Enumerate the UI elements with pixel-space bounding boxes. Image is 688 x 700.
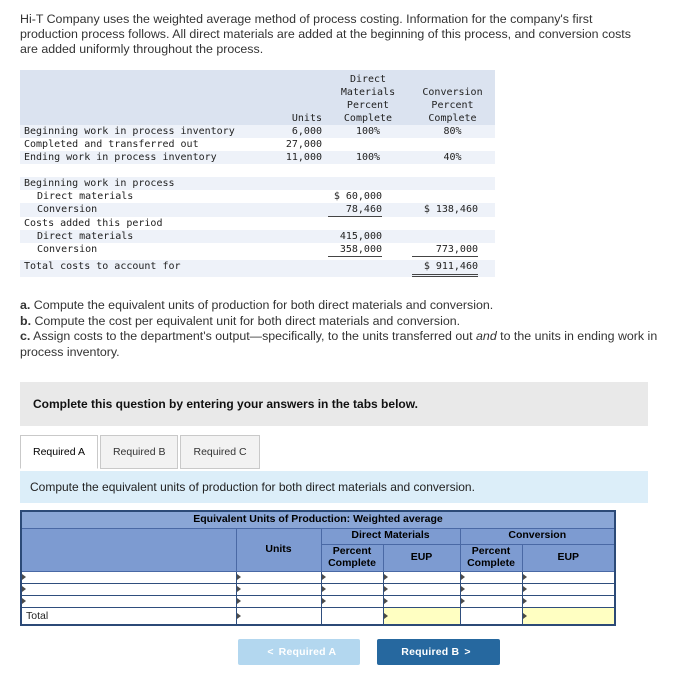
answer-row — [21, 595, 615, 607]
dm-header-line4: Complete — [343, 113, 393, 124]
tab-bar — [20, 435, 668, 469]
cell-marker-icon — [384, 613, 388, 619]
amount-value: 415,000 — [339, 231, 382, 242]
cell-marker-icon — [322, 574, 326, 580]
requirement-c — [20, 329, 660, 360]
dm-eup-input-cell[interactable] — [383, 571, 460, 583]
cell-marker-icon — [22, 586, 26, 592]
amount-value: 358,000 — [328, 243, 382, 257]
cell-marker-icon — [523, 574, 527, 580]
dm-percent-value — [326, 138, 410, 151]
total-amount-value: $ 911,460 — [412, 260, 478, 277]
tab-navigation — [45, 639, 688, 665]
cell-marker-icon — [237, 613, 241, 619]
units-header: Units — [291, 113, 322, 124]
cell-marker-icon — [237, 574, 241, 580]
dm-eup-input-cell[interactable] — [383, 583, 460, 595]
cell-marker-icon — [237, 598, 241, 604]
table-row — [20, 243, 495, 257]
units-value: 6,000 — [291, 126, 322, 137]
header-line — [20, 73, 495, 86]
prev-required-a-button[interactable] — [238, 639, 360, 665]
units-value: 27,000 — [285, 139, 322, 150]
dm-eup-input-cell[interactable] — [383, 595, 460, 607]
cell-marker-icon — [384, 586, 388, 592]
amount-value: 78,460 — [328, 203, 382, 217]
total-dm-eup-cell[interactable] — [383, 607, 460, 625]
answer-row — [21, 571, 615, 583]
cell-marker-icon — [461, 598, 465, 604]
cell-marker-icon — [461, 574, 465, 580]
cell-marker-icon — [322, 598, 326, 604]
requirement-a-text: Compute the equivalent units of production for both direct materials and conversion. — [30, 298, 494, 312]
total-dm-percent-spacer — [321, 607, 383, 625]
units-input-cell[interactable] — [236, 595, 321, 607]
cell-marker-icon — [384, 574, 388, 580]
cell-marker-icon — [523, 598, 527, 604]
cell-marker-icon — [384, 598, 388, 604]
answer-table-title: Equivalent Units of Production: Weighted average — [21, 511, 615, 528]
label-column-header — [21, 528, 236, 571]
cell-marker-icon — [22, 574, 26, 580]
table-row-total — [20, 260, 495, 277]
table-row — [20, 177, 495, 190]
dm-header-line2: Materials — [340, 87, 396, 98]
requirement-c-text-2: to the units in ending work in process inventory. — [20, 329, 658, 359]
total-conv-percent-spacer — [460, 607, 522, 625]
cell-marker-icon — [523, 586, 527, 592]
tab-required-b[interactable]: Required B — [100, 435, 179, 469]
units-value: 11,000 — [285, 152, 322, 163]
process-costing-data-table — [20, 70, 495, 277]
equivalent-units-table — [20, 510, 616, 626]
conv-eup-input-cell[interactable] — [522, 571, 615, 583]
table-row — [20, 125, 495, 138]
requirement-a — [20, 298, 660, 314]
row-label: Completed and transferred out — [24, 139, 199, 150]
table-row — [20, 217, 495, 230]
table-row — [20, 230, 495, 243]
conv-percent-value: 80% — [443, 126, 462, 137]
question-intro: Hi-T Company uses the weighted average method of process costing. Information for the company's first production process follows. All direct materials are added at the beginning of this process, and conversion costs are added uniformly throughout the process. — [20, 12, 631, 56]
requirement-b — [20, 314, 660, 330]
data-table-header — [20, 70, 495, 125]
conversion-group-header: Conversion — [460, 528, 615, 544]
table-row — [20, 203, 495, 217]
row-label-cell[interactable] — [21, 583, 236, 595]
requirement-b-text: Compute the cost per equivalent unit for both direct materials and conversion. — [31, 313, 461, 328]
units-column-header: Units — [236, 528, 321, 571]
header-line — [20, 112, 495, 125]
direct-materials-group-header: Direct Materials — [321, 528, 460, 544]
units-input-cell[interactable] — [236, 571, 321, 583]
dm-eup-header: EUP — [383, 544, 460, 571]
requirement-c-prefix: c. — [20, 329, 31, 343]
next-required-b-button[interactable] — [377, 639, 499, 665]
requirement-c-text-1: Assign costs to the department's output—specifically, to the units transferred out — [30, 329, 477, 343]
dm-percent-value: 100% — [355, 152, 381, 163]
row-label-cell[interactable] — [21, 571, 236, 583]
total-row — [21, 607, 615, 625]
dm-percent-complete-header: Percent Complete — [321, 544, 383, 571]
conv-percent-value: 40% — [443, 152, 462, 163]
table-row — [20, 190, 495, 203]
total-row-label: Total — [21, 607, 236, 625]
next-button-label: Required B — [401, 646, 460, 658]
spacer-row — [20, 164, 495, 177]
dm-percent-input-cell[interactable] — [321, 595, 383, 607]
row-label: Beginning work in process — [24, 178, 175, 189]
total-conv-eup-cell[interactable] — [522, 607, 615, 625]
row-label: Beginning work in process inventory — [24, 126, 235, 137]
requirement-b-prefix: b. — [20, 313, 32, 328]
dm-percent-value: 100% — [355, 126, 381, 137]
row-label: Costs added this period — [24, 218, 163, 229]
row-label-cell[interactable] — [21, 595, 236, 607]
cell-marker-icon — [22, 598, 26, 604]
header-line — [20, 86, 495, 99]
row-label: Direct materials — [37, 231, 134, 242]
tab-required-a[interactable]: Required A — [20, 435, 98, 469]
conv-percent-input-cell[interactable] — [460, 583, 522, 595]
row-label: Conversion — [37, 244, 98, 255]
conv-percent-complete-header: Percent Complete — [460, 544, 522, 571]
row-label: Ending work in process inventory — [24, 152, 217, 163]
data-table-body — [20, 125, 495, 277]
cell-marker-icon — [322, 586, 326, 592]
conv-percent-value — [410, 138, 495, 151]
conv-eup-input-cell[interactable] — [522, 583, 615, 595]
row-label: Conversion — [37, 204, 98, 215]
conv-eup-input-cell[interactable] — [522, 595, 615, 607]
units-input-cell[interactable] — [236, 583, 321, 595]
chevron-right-icon: > — [464, 646, 471, 658]
requirement-c-italic: and — [476, 329, 497, 343]
prev-button-label: Required A — [278, 646, 337, 658]
chevron-left-icon: < — [267, 646, 274, 658]
conv-eup-header: EUP — [522, 544, 615, 571]
conv-percent-input-cell[interactable] — [460, 595, 522, 607]
header-line — [20, 99, 495, 112]
instruction-banner: Complete this question by entering your answers in the tabs below. — [20, 382, 648, 426]
tab-required-c[interactable]: Required C — [180, 435, 259, 469]
conv-percent-input-cell[interactable] — [460, 571, 522, 583]
total-units-input-cell[interactable] — [236, 607, 321, 625]
row-label: Direct materials — [37, 191, 134, 202]
amount-value: $ 138,460 — [423, 204, 478, 215]
conv-header-line3: Complete — [428, 113, 477, 124]
cell-marker-icon — [237, 586, 241, 592]
requirement-a-prefix: a. — [20, 298, 31, 312]
dm-percent-input-cell[interactable] — [321, 583, 383, 595]
dm-header-line1: Direct — [349, 74, 387, 85]
tab-panel-instruction: Compute the equivalent units of production for both direct materials and conversion. — [20, 471, 648, 503]
table-row — [20, 151, 495, 164]
table-row — [20, 138, 495, 151]
amount-value: 773,000 — [412, 243, 478, 257]
cell-marker-icon — [523, 613, 527, 619]
row-label: Total costs to account for — [24, 261, 181, 272]
dm-header-line3: Percent — [346, 100, 390, 111]
conv-header-line1: Conversion — [422, 87, 483, 98]
dm-percent-input-cell[interactable] — [321, 571, 383, 583]
cell-marker-icon — [461, 586, 465, 592]
amount-value: $ 60,000 — [333, 191, 382, 202]
answer-row — [21, 583, 615, 595]
requirements-list — [20, 298, 660, 360]
conv-header-line2: Percent — [431, 100, 474, 111]
